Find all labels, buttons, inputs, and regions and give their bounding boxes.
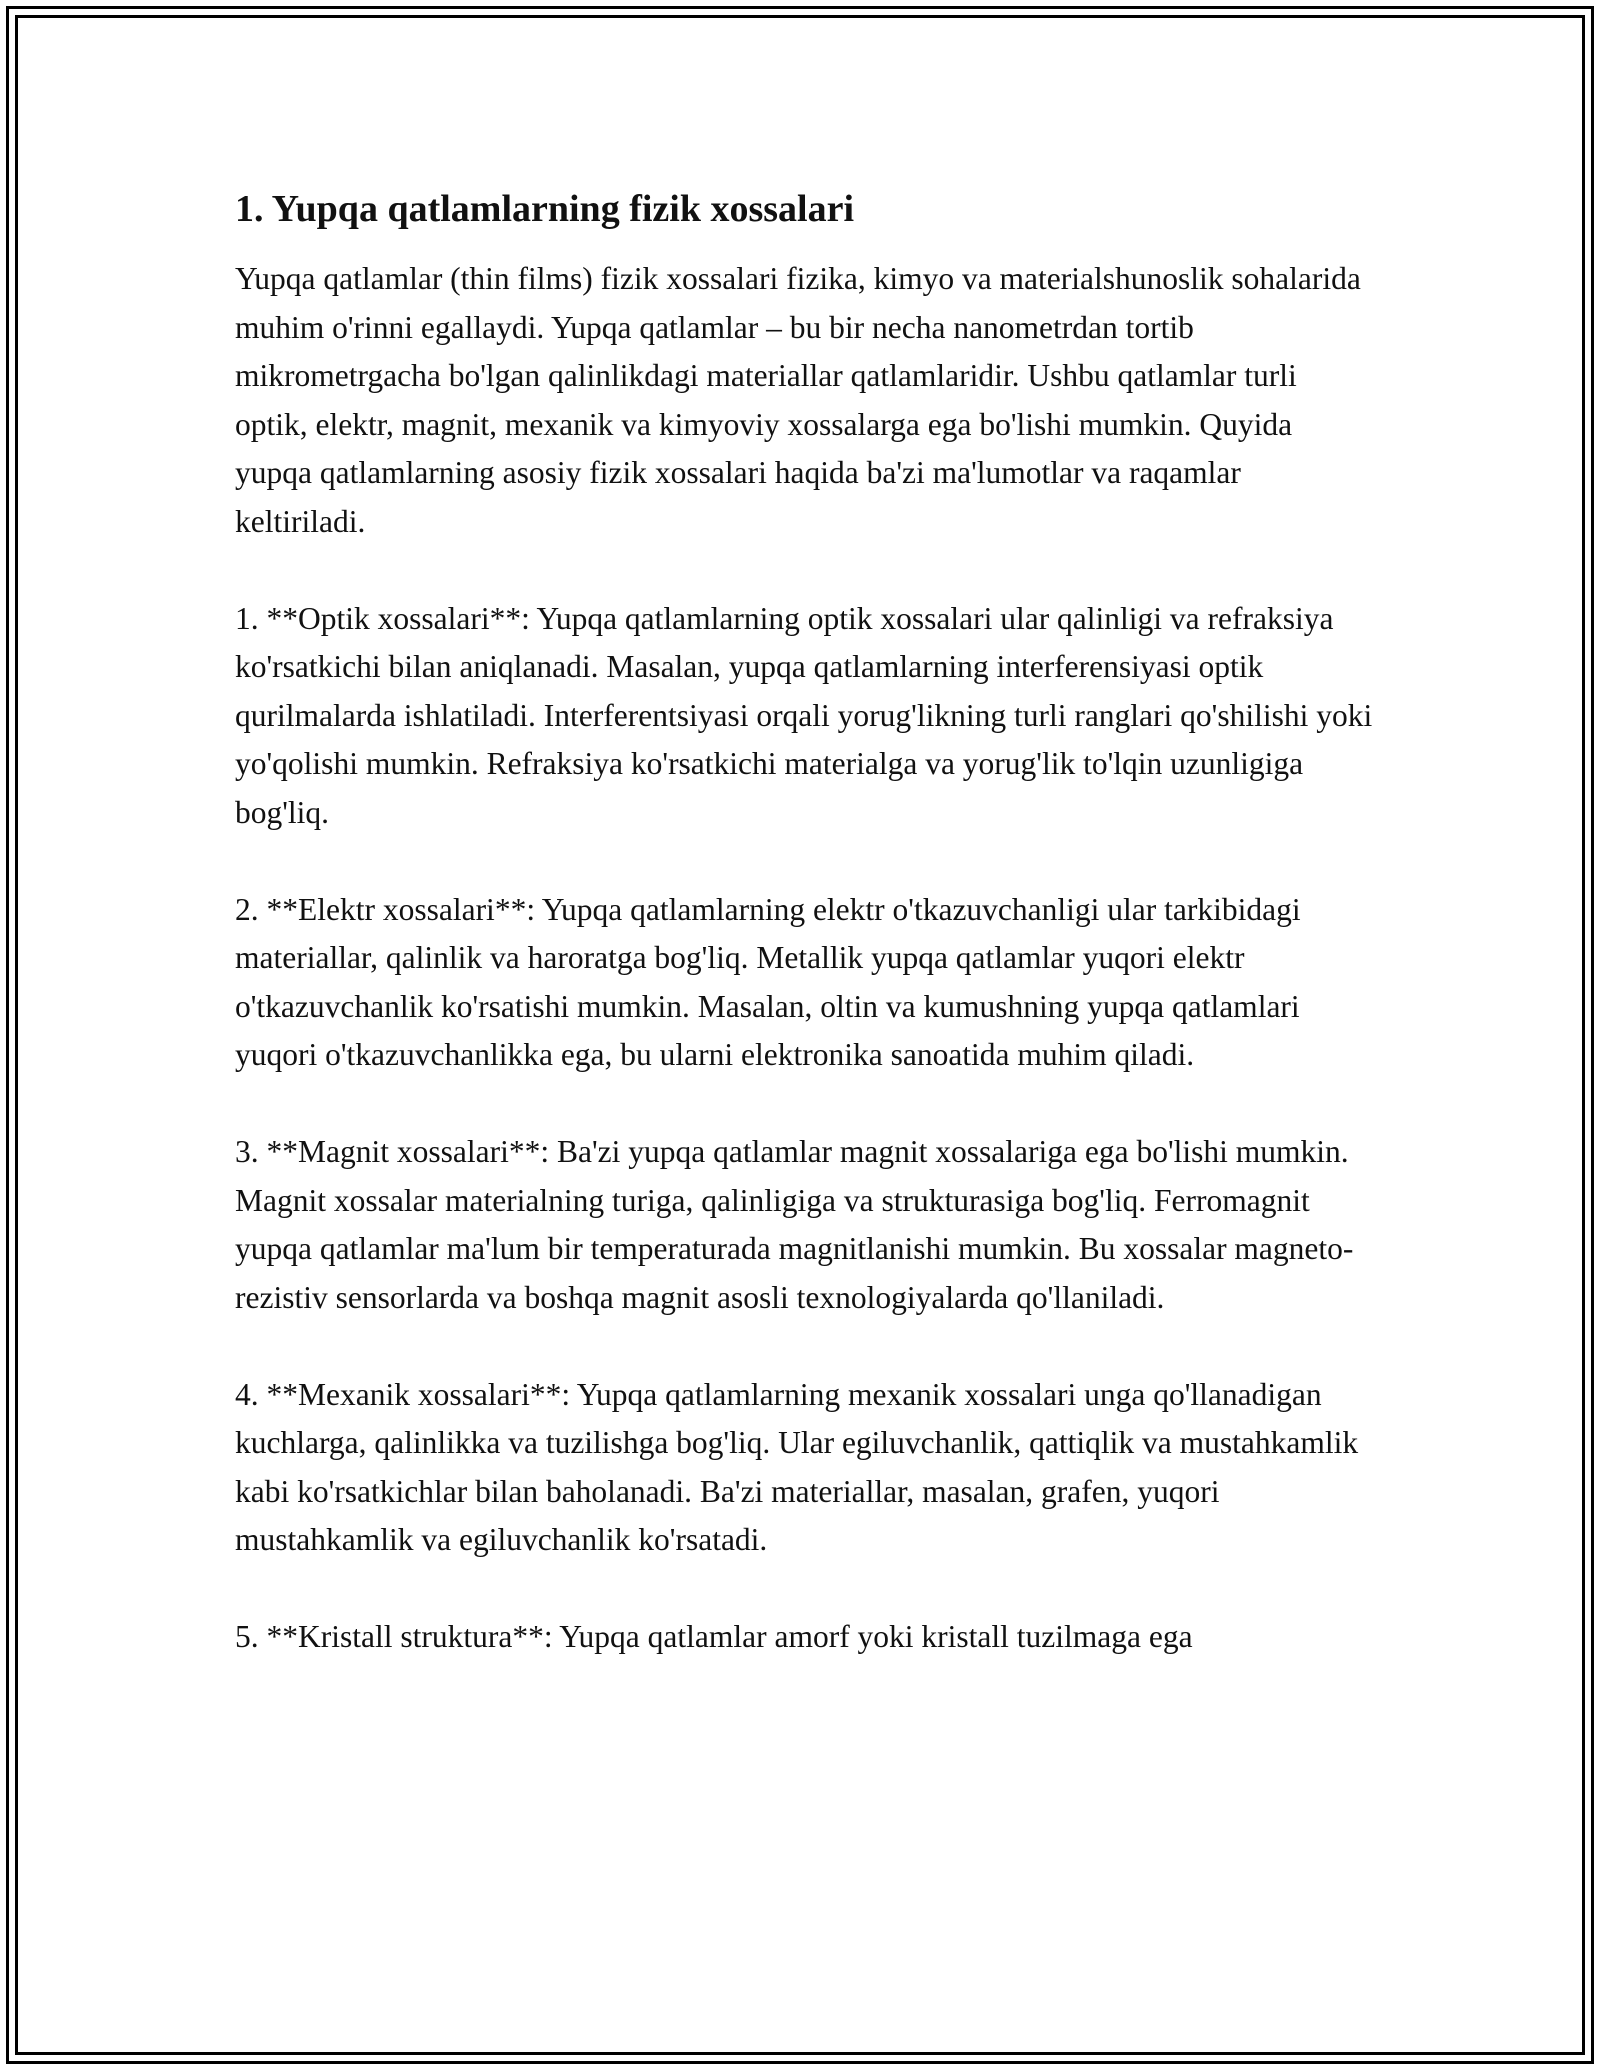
document-title: 1. Yupqa qatlamlarning fizik xossalari: [235, 188, 855, 230]
paragraph-electrical-properties: 2. **Elektr xossalari**: Yupqa qatlamlarning elektr o'tkazuvchanligi ular tarkibidagi materiallar, qalinlik va haroratga bog'liq. Metallik yupqa qatlamlar yuqori elektr o'tkazuvchanlik ko'rsatishi mumkin. Masalan, oltin va kumushning yupqa qatlamlari yuqori o'tkazuvchanlikka ega, bu ularni elektronika sanoatida muhim qiladi.: [235, 891, 1301, 1072]
paragraph-mechanical-properties: 4. **Mexanik xossalari**: Yupqa qatlamlarning mexanik xossalari unga qo'llanadigan kuchlarga, qalinlikka va tuzilishga bog'liq. Ular egiluvchanlik, qattiqlik va mustahkamlik kabi ko'rsatkichlar bilan baholanadi. Ba'zi materiallar, masalan, grafen, yuqori mustahkamlik va egiluvchanlik ko'rsatadi.: [235, 1376, 1359, 1557]
document-body: [235, 185, 1375, 1662]
paragraph-magnetic-properties: 3. **Magnit xossalari**: Ba'zi yupqa qatlamlar magnit xossalariga ega bo'lishi mumkin. Magnit xossalar materialning turiga, qalinligiga va strukturasiga bog'liq. Ferromagnit yupqa qatlamlar ma'lum bir temperaturada magnitlanishi mumkin. Bu xossalar magneto-rezistiv sensorlarda va boshqa magnit asosli texnologiyalarda qo'llaniladi.: [235, 1134, 1354, 1315]
intro-paragraph: Yupqa qatlamlar (thin films) fizik xossalari fizika, kimyo va materialshunoslik sohalarida muhim o'rinni egallaydi. Yupqa qatlamlar – bu bir necha nanometrdan tortib mikrometrgacha bo'lgan qalinlikdagi materiallar qatlamlaridir. Ushbu qatlamlar turli optik, elektr, magnit, mexanik va kimyoviy xossalarga ega bo'lishi mumkin. Quyida yupqa qatlamlarning asosiy fizik xossalari haqida ba'zi ma'lumotlar va raqamlar keltiriladi.: [235, 261, 1361, 539]
paragraph-optical-properties: 1. **Optik xossalari**: Yupqa qatlamlarning optik xossalari ular qalinligi va refraksiya ko'rsatkichi bilan aniqlanadi. Masalan, yupqa qatlamlarning interferensiyasi optik qurilmalarda ishlatiladi. Interferentsiyasi orqali yorug'likning turli ranglari qo'shilishi yoki yo'qolishi mumkin. Refraksiya ko'rsatkichi materialga va yorug'lik to'lqin uzunligiga bog'liq.: [235, 600, 1373, 830]
paragraph-crystal-structure: 5. **Kristall struktura**: Yupqa qatlamlar amorf yoki kristall tuzilmaga ega: [235, 1619, 1193, 1654]
